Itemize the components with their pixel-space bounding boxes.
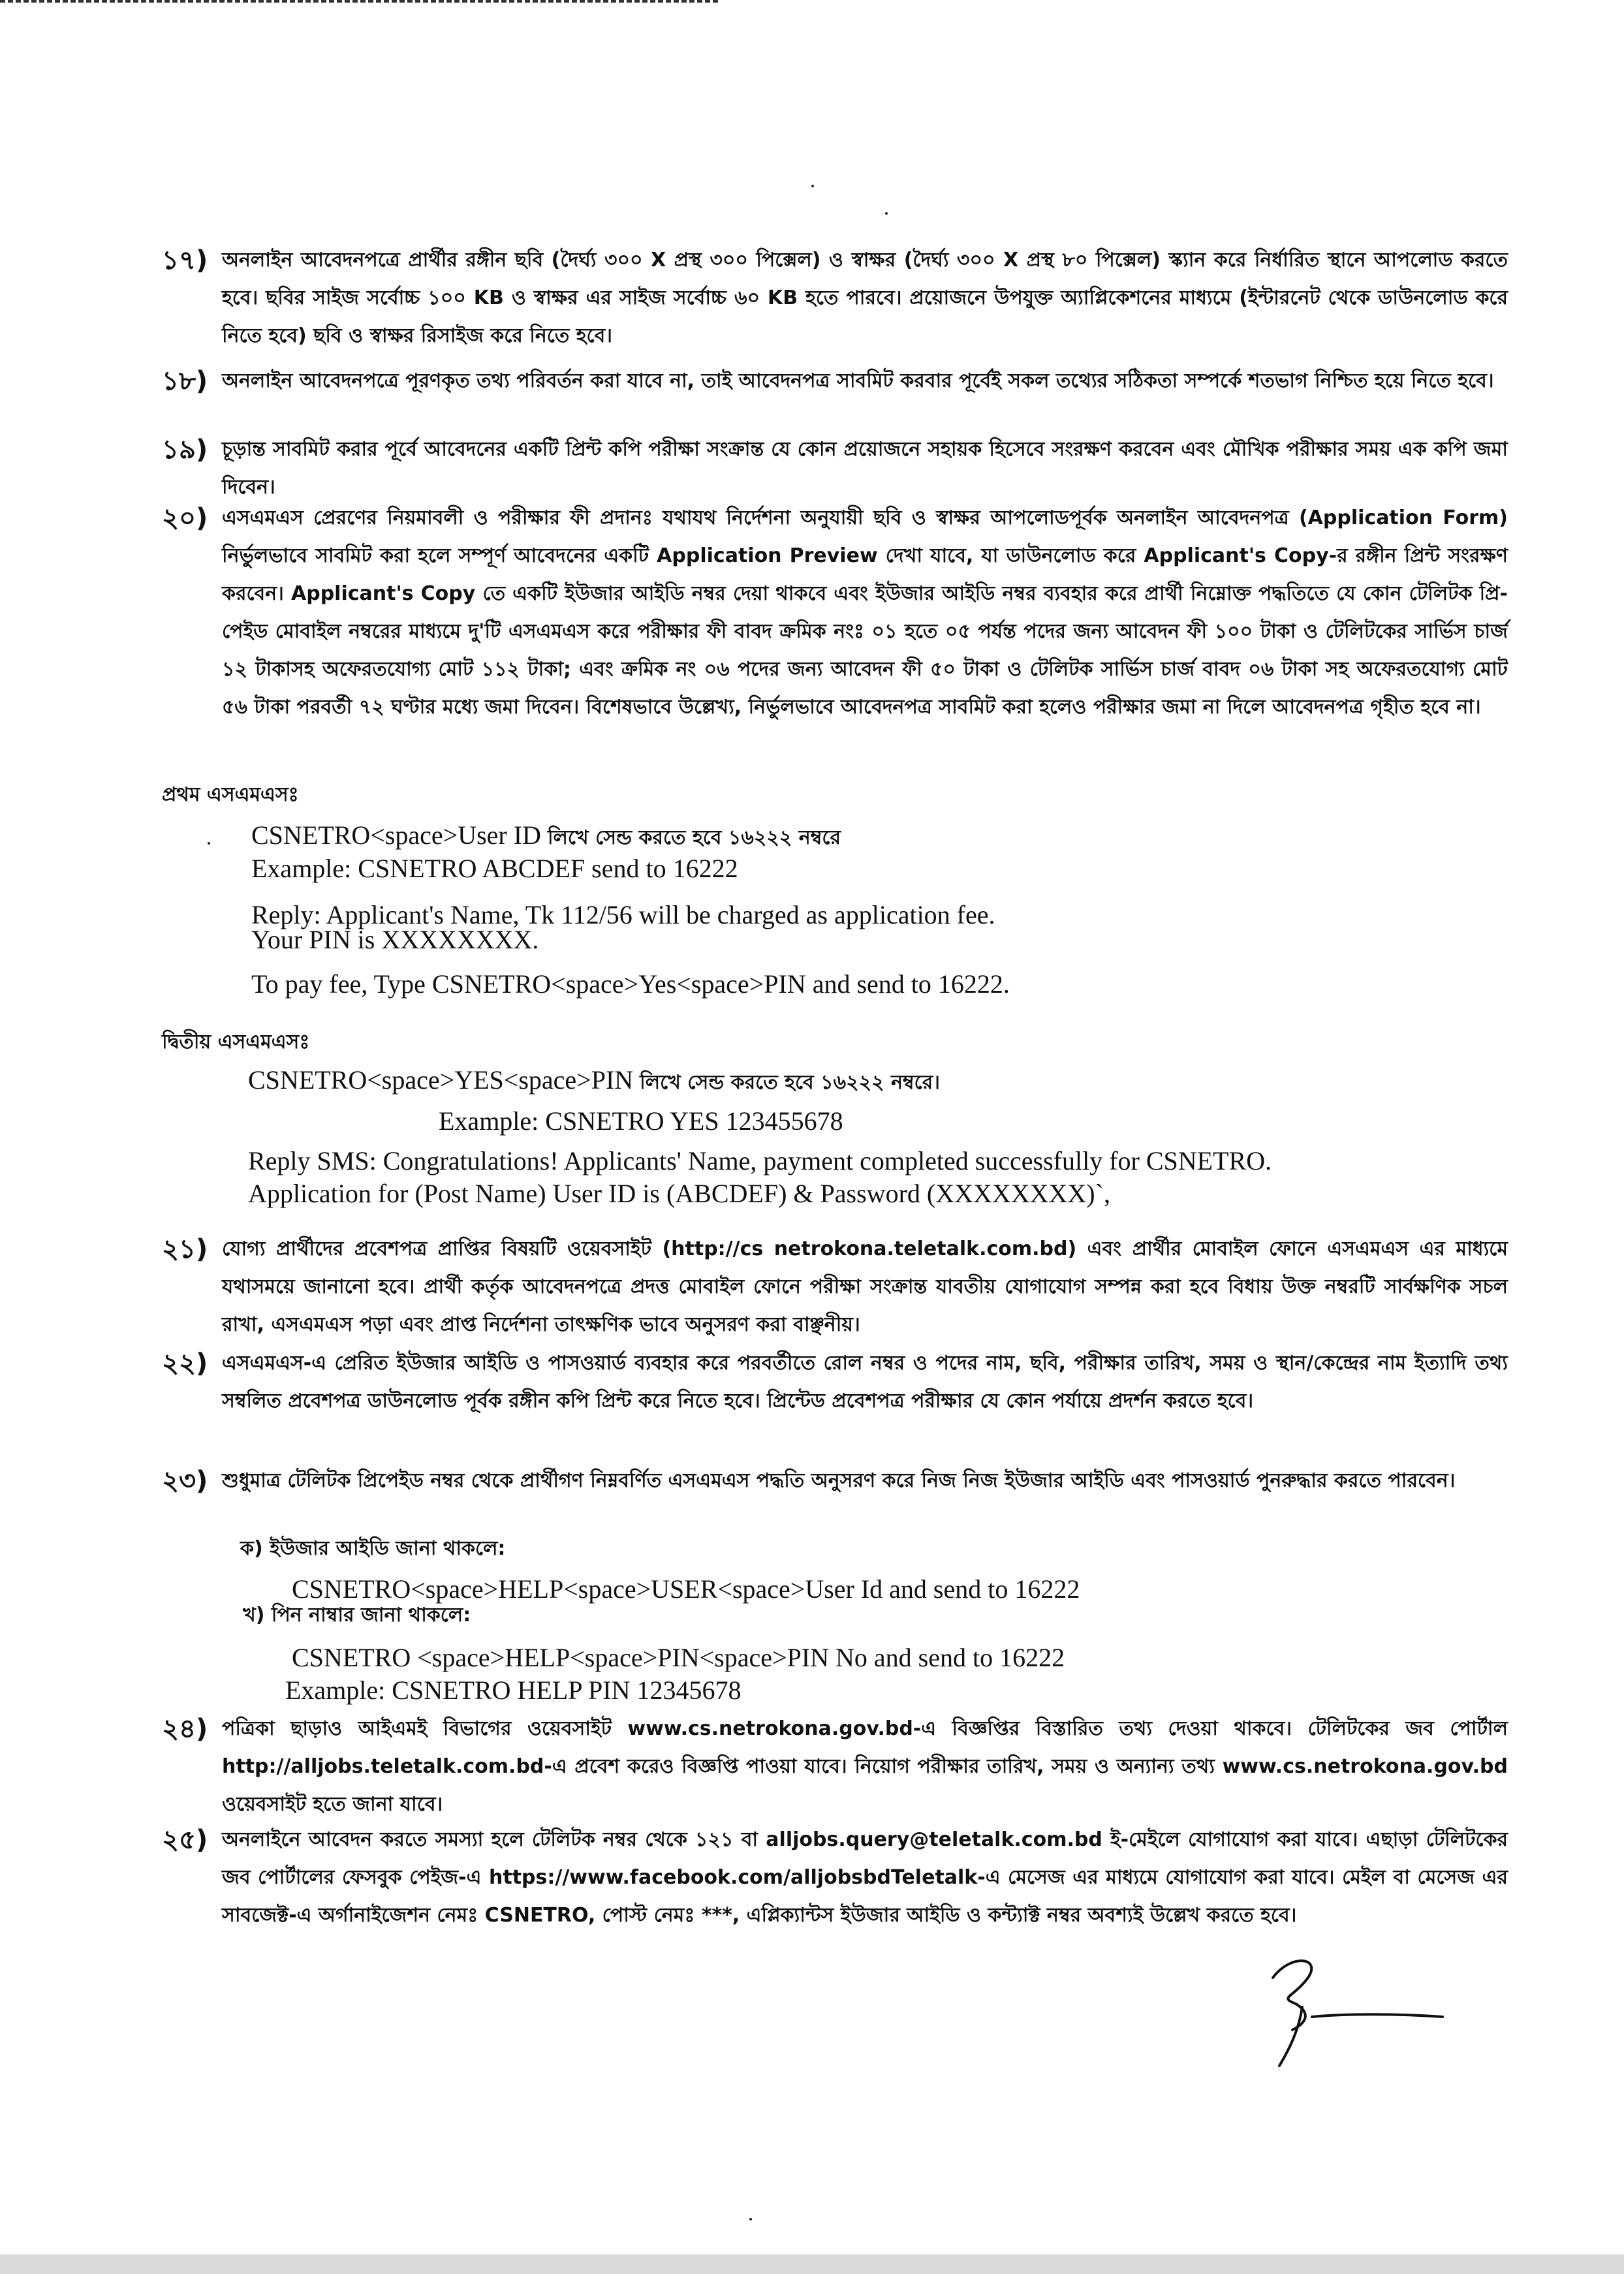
- item-21: [162, 1230, 1508, 1348]
- item-20: [162, 499, 1508, 773]
- item-number: ২০): [162, 503, 208, 533]
- first-sms-heading: প্রথম এসএমএসঃ: [162, 783, 299, 806]
- recovery-option-b-command: CSNETRO <space>HELP<space>PIN<space>PIN No and send to 16222: [292, 1643, 1065, 1672]
- recovery-option-a-command: CSNETRO<space>HELP<space>USER<space>User Id and send to 16222: [292, 1574, 1080, 1604]
- item-text: শুধুমাত্র টেলিটক প্রিপেইড নম্বর থেকে প্রার্থীগণ নিম্নবর্ণিত এসএমএস পদ্ধতি অনুসরণ করে নিজ নিজ ইউজার আইডি এবং পাসওয়ার্ড পুনরুদ্ধার করতে পারবেন।: [222, 1469, 1456, 1492]
- speck: [749, 2218, 752, 2220]
- item-number: ১৭): [162, 245, 208, 275]
- item-text: এসএমএস-এ প্রেরিত ইউজার আইডি ও পাসওয়ার্ড ব্যবহার করে পরবর্তীতে রোল নম্বর ও পদের নাম, ছবি, পরীক্ষার তারিখ, সময় ও স্থান/কেন্দ্রের নাম ইত্যাদি তথ্য সম্বলিত প্রবেশপত্র ডাউনলোড পূর্বক রঙ্গীন কপি প্রিন্ট করে নিতে হবে। প্রিন্টেড প্রবেশপত্র পরীক্ষার যে কোন পর্যায়ে প্রদর্শন করতে হবে।: [222, 1352, 1508, 1412]
- bullet: [208, 842, 210, 845]
- item-22: [162, 1345, 1508, 1462]
- speck: [885, 212, 888, 215]
- item-text: অনলাইনে আবেদন করতে সমস্যা হলে টেলিটক নম্বর থেকে ১২১ বা alljobs.query@teletalk.com.bd ই-মেইলে যোগাযোগ করা যাবে। এছাড়া টেলিটকের জব পোর্টালের ফেসবুক পেইজ-এ https://www.facebook.com/alljobsbdTeletalk-এ মেসেজ এর মাধ্যমে যোগাযোগ করা যাবে। মেইল বা মেসেজ এর সাবজেক্ট-এ অর্গানাইজেশন নেমঃ CSNETRO, পোস্ট নেমঃ ***, এপ্লিক্যান্টস ইউজার আইডি ও কন্ট্যাক্ট নম্বর অবশ্যই উল্লেখ করতে হবে।: [222, 1828, 1508, 1927]
- item-24: [162, 1710, 1508, 1828]
- item-text: অনলাইন আবেদনপত্রে পূরণকৃত তথ্য পরিবর্তন করা যাবে না, তাই আবেদনপত্র সাবমিট করবার পূর্বেই সকল তথ্যের সঠিকতা সম্পর্কে শতভাগ নিশ্চিত হয়ে নিতে হবে।: [222, 369, 1494, 392]
- item-text: এসএমএস প্রেরণের নিয়মাবলী ও পরীক্ষার ফী প্রদানঃ যথাযথ নির্দেশনা অনুযায়ী ছবি ও স্বাক্ষর আপলোডপূর্বক অনলাইন আবেদনপত্র (Application Form) নির্ভুলভাবে সাবমিট করা হলে সম্পূর্ণ আবেদনের একটি Application Preview দেখা যাবে, যা ডাউনলোড করে Applicant's Copy-র রঙ্গীন প্রিন্ট সংরক্ষণ করবেন। Applicant's Copy তে একটি ইউজার আইডি নম্বর দেয়া থাকবে এবং ইউজার আইডি নম্বর ব্যবহার করে প্রার্থী নিম্নোক্ত পদ্ধতিতে যে কোন টেলিটক প্রি-পেইড মোবাইল নম্বরের মাধ্যমে দু'টি এসএমএস করে পরীক্ষার ফী বাবদ ক্রমিক নংঃ ০১ হতে ০৫ পর্যন্ত পদের জন্য আবেদন ফী ১০০ টাকা ও টেলিটকের সার্ভিস চার্জ ১২ টাকাসহ অফেরতযোগ্য মোট ১১২ টাকা; এবং ক্রমিক নং ০৬ পদের জন্য আবেদন ফী ৫০ টাকা ও টেলিটক সার্ভিস চার্জ বাবদ ০৬ টাকা সহ অফেরতযোগ্য মোট ৫৬ টাকা পরবর্তী ৭২ ঘণ্টার মধ্যে জমা দিবেন। বিশেষভাবে উল্লেখ্য, নির্ভুলভাবে আবেদনপত্র সাবমিট করা হলেও পরীক্ষার জমা না দিলে আবেদনপত্র গৃহীত হবে না।: [222, 506, 1508, 719]
- signature: [1266, 1952, 1449, 2069]
- first-sms-pin: Your PIN is XXXXXXXX.: [251, 925, 539, 954]
- recovery-option-a-label: ক) ইউজার আইডি জানা থাকলে:: [240, 1537, 506, 1560]
- recovery-option-b-label: খ) পিন নাম্বার জানা থাকলে:: [243, 1604, 471, 1627]
- item-23: [162, 1462, 1508, 1540]
- first-sms-reply: Reply: Applicant's Name, Tk 112/56 will be charged as application fee.: [251, 900, 995, 929]
- second-sms-example: Example: CSNETRO YES 123455678: [439, 1106, 843, 1136]
- item-number: ২২): [162, 1348, 208, 1378]
- top-border: [0, 0, 718, 7]
- item-text: চূড়ান্ত সাবমিট করার পূর্বে আবেদনের একটি প্রিন্ট কপি পরীক্ষা সংক্রান্ত যে কোন প্রয়োজনে সহায়ক হিসেবে সংরক্ষণ করবেন এবং মৌখিক পরীক্ষার সময় এক কপি জমা দিবেন।: [222, 438, 1508, 499]
- bottom-border: [0, 2254, 1624, 2274]
- second-sms-line: [248, 1064, 940, 1099]
- recovery-option-b-example: Example: CSNETRO HELP PIN 12345678: [285, 1675, 742, 1705]
- item-number: ১৮): [162, 366, 208, 396]
- item-19: [162, 431, 1508, 509]
- first-sms-example: Example: CSNETRO ABCDEF send to 16222: [251, 854, 738, 883]
- first-sms-pay: To pay fee, Type CSNETRO<space>Yes<space>PIN and send to 16222.: [251, 969, 1010, 999]
- first-sms-command: CSNETRO<space>User ID: [251, 820, 541, 850]
- item-17: [162, 241, 1508, 359]
- item-number: ২৫): [162, 1825, 208, 1855]
- second-sms-reply: Reply SMS: Congratulations! Applicants' Name, payment completed successfully for CSNETRO.: [248, 1146, 1272, 1176]
- item-number: ২৪): [162, 1714, 208, 1744]
- item-text: যোগ্য প্রার্থীদের প্রবেশপত্র প্রাপ্তির বিষয়টি ওয়েবসাইট (http://cs netrokona.teletalk.com.bd) এবং প্রার্থীর মোবাইল ফোনে এসএমএস এর মাধ্যমে যথাসময়ে জানানো হবে। প্রার্থী কর্তৃক আবেদনপত্রে প্রদত্ত মোবাইল ফোনে পরীক্ষা সংক্রান্ত যাবতীয় যোগাযোগ সম্পন্ন করা হবে বিধায় উক্ত নম্বরটি সার্বক্ষণিক সচল রাখা, এসএমএস পড়া এবং প্রাপ্ত নির্দেশনা তাৎক্ষণিক ভাবে অনুসরণ করা বাঞ্ছনীয়।: [222, 1238, 1508, 1336]
- first-sms-line: [251, 819, 841, 854]
- item-text: অনলাইন আবেদনপত্রে প্রার্থীর রঙ্গীন ছবি (দৈর্ঘ্য ৩০০ X প্রস্থ ৩০০ পিক্সেল) ও স্বাক্ষর (দৈর্ঘ্য ৩০০ X প্রস্থ ৮০ পিক্সেল) স্ক্যান করে নির্ধারিত স্থানে আপলোড করতে হবে। ছবির সাইজ সর্বোচ্চ ১০০ KB ও স্বাক্ষর এর সাইজ সর্বোচ্চ ৬০ KB হতে পারবে। প্রয়োজনে উপযুক্ত অ্যাপ্লিকেশনের মাধ্যমে (ইন্টারনেট থেকে ডাউনলোড করে নিতে হবে) ছবি ও স্বাক্ষর রিসাইজ করে নিতে হবে।: [222, 249, 1508, 347]
- second-sms-credentials: Application for (Post Name) User ID is (ABCDEF) & Password (XXXXXXXX)`,: [248, 1179, 1110, 1208]
- item-number: ২১): [162, 1234, 208, 1264]
- second-sms-command: CSNETRO<space>YES<space>PIN: [248, 1065, 634, 1095]
- second-sms-instruction: লিখে সেন্ড করতে হবে ১৬২২২ নম্বরে।: [640, 1071, 940, 1094]
- item-18: [162, 362, 1508, 441]
- item-number: ১৯): [162, 435, 208, 465]
- speck: [811, 185, 814, 187]
- first-sms-instruction: লিখে সেন্ড করতে হবে ১৬২২২ নম্বরে: [547, 826, 841, 849]
- item-text: পত্রিকা ছাড়াও আইএমই বিভাগের ওয়েবসাইট www.cs.netrokona.gov.bd-এ বিজ্ঞপ্তির বিস্তারিত তথ্য দেওয়া থাকবে। টেলিটকের জব পোর্টাল http://alljobs.teletalk.com.bd-এ প্রবেশ করেও বিজ্ঞপ্তি পাওয়া যাবে। নিয়োগ পরীক্ষার তারিখ, সময় ও অন্যান্য তথ্য www.cs.netrokona.gov.bd ওয়েবসাইট হতে জানা যাবে।: [222, 1717, 1508, 1816]
- second-sms-heading: দ্বিতীয় এসএমএসঃ: [162, 1031, 310, 1053]
- item-number: ২৩): [162, 1466, 208, 1496]
